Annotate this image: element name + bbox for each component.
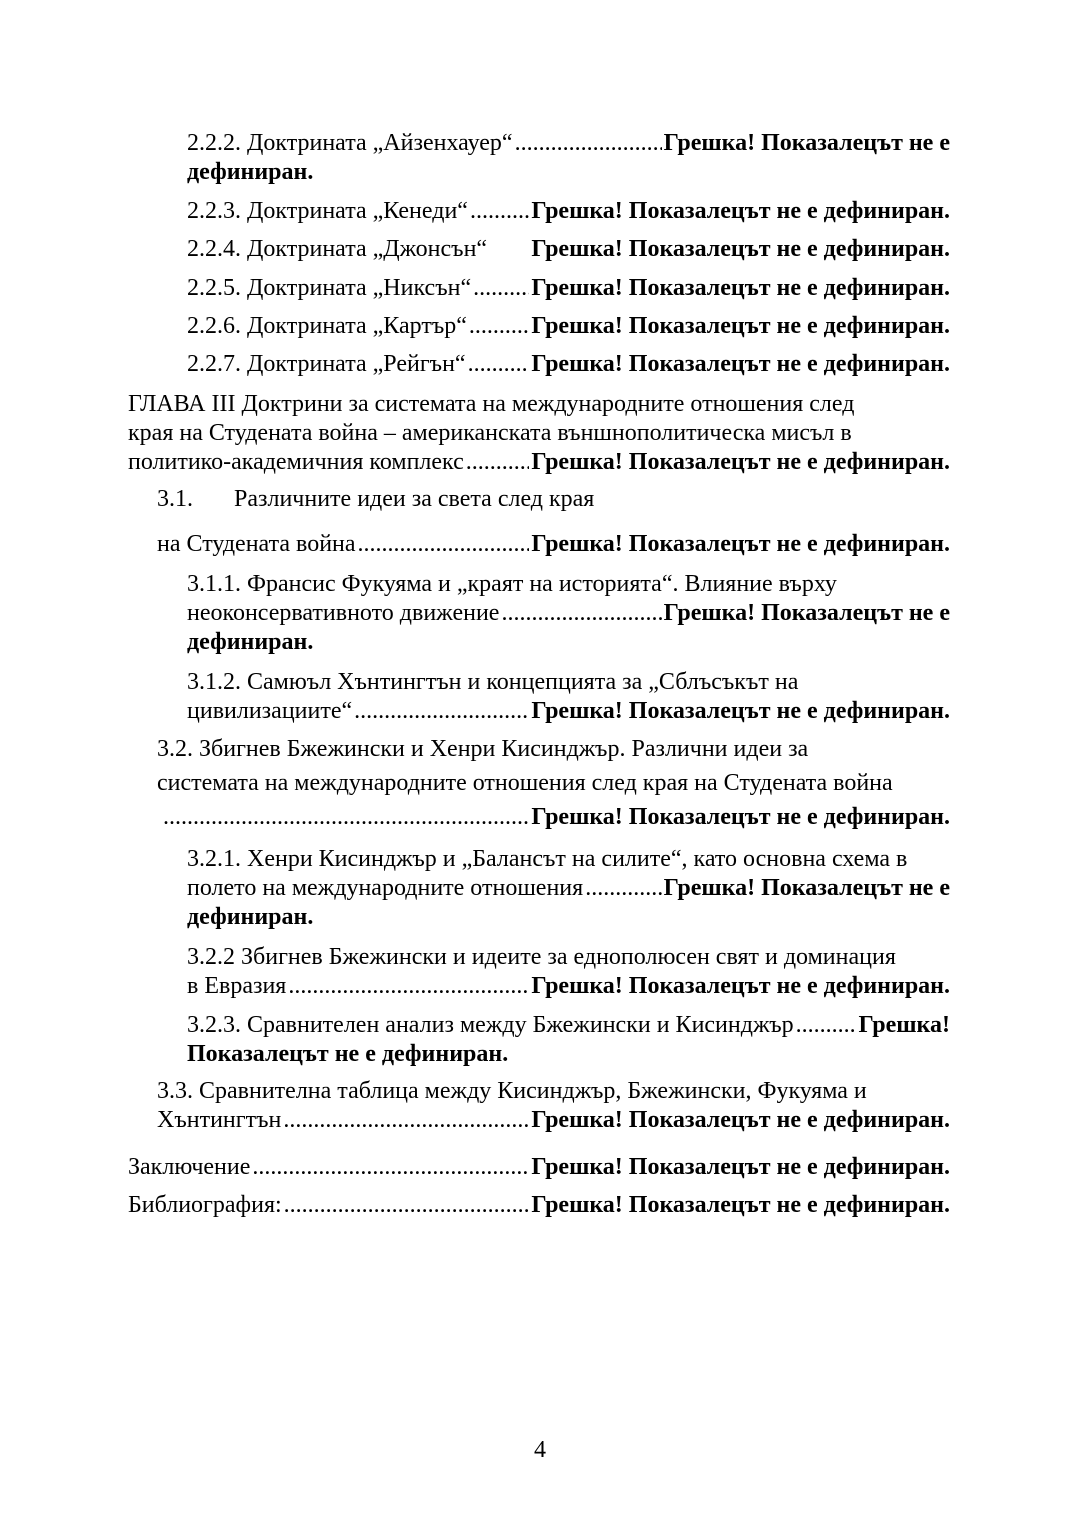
- toc-entry-title: неоконсервативното движение: [187, 600, 500, 626]
- toc-entry-title: Библиография:: [128, 1192, 282, 1218]
- toc-entry-title: системата на международните отношения след края на Студената война: [157, 770, 893, 796]
- page-number: 4: [534, 1437, 546, 1463]
- toc-entry-3-2-2[interactable]: [187, 943, 950, 1001]
- toc-entry-3-2-3[interactable]: [187, 1011, 950, 1069]
- toc-entry-title: 3.2. Збигнев Бжежински и Хенри Кисинджър. Различни идеи за: [157, 736, 809, 762]
- error-text: дефиниран.: [187, 159, 314, 185]
- dot-leader: [585, 874, 661, 903]
- dot-leader: [288, 972, 529, 1001]
- error-text: Показалецът не е: [761, 875, 950, 901]
- toc-entry-number: 3.1.: [157, 486, 193, 512]
- toc-entry-title: ГЛАВА III Доктрини за системата на международните отношения след: [128, 391, 855, 417]
- toc-entry-3-1-cont[interactable]: [157, 530, 950, 559]
- error-text: Грешка! Показалецът не е дефиниран.: [531, 1154, 950, 1180]
- toc-entry-2-2-4[interactable]: [187, 235, 950, 264]
- dot-leader: [470, 197, 529, 226]
- toc-entry-3-2-cont[interactable]: [157, 769, 950, 798]
- dot-leader: [284, 1191, 530, 1220]
- toc-entry-2-2-5[interactable]: [187, 274, 950, 303]
- toc-entry-title: в Евразия: [187, 973, 287, 999]
- toc-entry-title: 2.2.3. Доктрината „Кенеди“: [187, 198, 468, 224]
- toc-entry-title: политико-академичния комплекс: [128, 449, 464, 475]
- error-text: Грешка! Показалецът не е дефиниран.: [531, 313, 950, 339]
- error-text: Грешка! Показалецът не е дефиниран.: [531, 973, 950, 999]
- toc-entry-3-1-2[interactable]: [187, 668, 950, 726]
- error-text: Грешка! Показалецът не е дефиниран.: [531, 1192, 950, 1218]
- error-text: Грешка!: [663, 875, 756, 901]
- toc-entry-2-2-3[interactable]: [187, 197, 950, 226]
- toc-entry-3-2-leader[interactable]: [163, 803, 950, 832]
- dot-leader: [358, 530, 530, 559]
- toc-entry-title: на Студената война: [157, 531, 356, 557]
- error-text: Грешка! Показалецът не е дефиниран.: [531, 531, 950, 557]
- toc-entry-title: Заключение: [128, 1154, 251, 1180]
- dot-leader: [469, 312, 529, 341]
- toc-entry-title: Различните идеи за света след края: [234, 486, 595, 512]
- error-text: Грешка! Показалецът не е дефиниран.: [531, 449, 950, 475]
- toc-entry-title: 3.2.3. Сравнителен анализ между Бжежински и Кисинджър: [187, 1012, 794, 1038]
- error-text: Грешка! Показалецът не е дефиниран.: [531, 351, 950, 377]
- toc-entry-chapter-3[interactable]: [128, 390, 950, 477]
- toc-entry-2-2-7[interactable]: [187, 350, 950, 379]
- dot-leader: [252, 1153, 529, 1182]
- error-text: Показалецът не е дефиниран.: [187, 1041, 509, 1067]
- dot-leader: [501, 599, 661, 628]
- dot-leader: [283, 1106, 529, 1135]
- toc-entry-3-2-1[interactable]: [187, 845, 950, 932]
- toc-entry-bibliography[interactable]: [128, 1191, 950, 1220]
- toc-entry-title: цивилизациите“: [187, 698, 353, 724]
- dot-leader: [515, 129, 662, 158]
- dot-leader: [796, 1011, 857, 1040]
- toc-entry-3-2[interactable]: [157, 735, 950, 764]
- toc-entry-title: 3.2.1. Хенри Кисинджър и „Балансът на силите“, като основна схема в: [187, 846, 908, 872]
- dot-leader: [466, 448, 530, 477]
- error-text: Грешка!: [663, 130, 756, 156]
- error-text: Грешка!: [858, 1012, 950, 1038]
- error-text: дефиниран.: [187, 904, 314, 930]
- error-text: Грешка! Показалецът не е дефиниран.: [531, 275, 950, 301]
- toc-entry-title: 2.2.5. Доктрината „Никсън“: [187, 275, 472, 301]
- error-text: Показалецът не е: [761, 130, 950, 156]
- toc-entry-title: 3.3. Сравнителна таблица между Кисинджър, Бжежински, Фукуяма и: [157, 1078, 867, 1104]
- toc-entry-title: 2.2.6. Доктрината „Картър“: [187, 313, 467, 339]
- error-text: дефиниран.: [187, 629, 314, 655]
- toc-entry-title: Хънтингтън: [157, 1107, 282, 1133]
- toc-entry-title: 2.2.2. Доктрината „Айзенхауер“: [187, 130, 513, 156]
- toc-entry-title: 3.2.2 Збигнев Бжежински и идеите за еднополюсен свят и доминация: [187, 944, 896, 970]
- toc-entry-3-1[interactable]: [157, 485, 950, 514]
- toc-entry-3-3[interactable]: [157, 1077, 950, 1135]
- toc-entry-title: 2.2.4. Доктрината „Джонсън“: [187, 236, 488, 262]
- toc-entry-title: 3.1.1. Франсис Фукуяма и „краят на историята“. Влияние върху: [187, 571, 837, 597]
- error-text: Грешка! Показалецът не е дефиниран.: [531, 236, 950, 262]
- toc-entry-3-1-1[interactable]: [187, 570, 950, 657]
- toc-entry-title: 2.2.7. Доктрината „Рейгън“: [187, 351, 466, 377]
- toc-entry-title: 3.1.2. Самюъл Хънтингтън и концепцията за „Сблъсъкът на: [187, 669, 799, 695]
- error-text: Грешка! Показалецът не е дефиниран.: [531, 804, 950, 830]
- dot-leader: [354, 697, 529, 726]
- dot-leader: [163, 803, 529, 832]
- toc-entry-2-2-2[interactable]: [187, 129, 950, 187]
- toc-entry-2-2-6[interactable]: [187, 312, 950, 341]
- error-text: Грешка! Показалецът не е дефиниран.: [531, 698, 950, 724]
- error-text: Грешка! Показалецът не е дефиниран.: [531, 1107, 950, 1133]
- error-text: Грешка!: [663, 600, 756, 626]
- error-text: Показалецът не е: [761, 600, 950, 626]
- toc-entry-title: полето на международните отношения: [187, 875, 584, 901]
- dot-leader: [473, 274, 529, 303]
- error-text: Грешка! Показалецът не е дефиниран.: [531, 198, 950, 224]
- toc-entry-title: края на Студената война – американската външнополитическа мисъл в: [128, 420, 852, 446]
- dot-leader: [468, 350, 530, 379]
- toc-entry-conclusion[interactable]: [128, 1153, 950, 1182]
